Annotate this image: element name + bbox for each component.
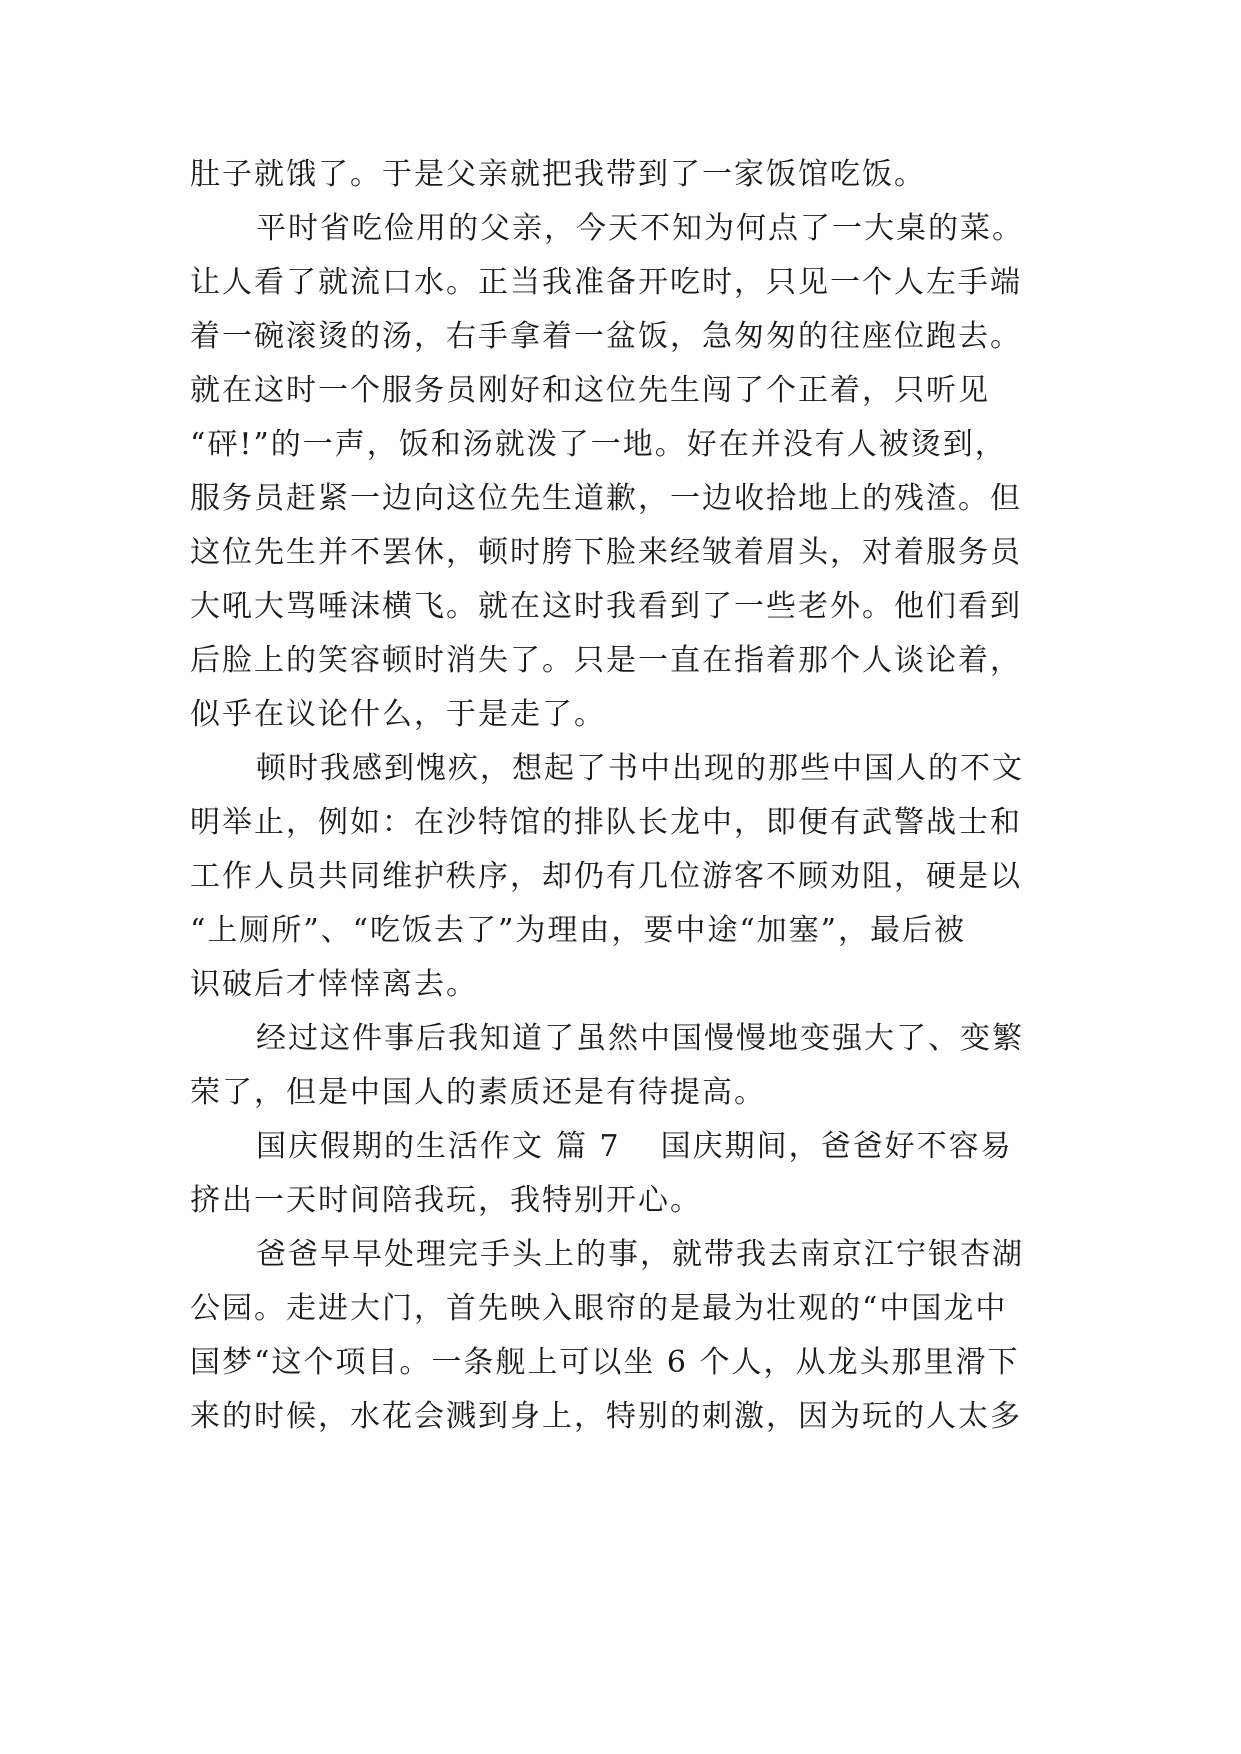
text-line: “上厕所”、“吃饭去了”为理由，要中途“加塞”，最后被 (190, 913, 967, 948)
text-line: 服务员赶紧一边向这位先生道歉，一边收拾地上的残渣。但 (190, 481, 1022, 516)
essay-heading-line (256, 1127, 1060, 1167)
text-line: 来的时候，水花会溅到身上，特别的刺激，因为玩的人太多 (190, 1399, 1022, 1434)
text-line: 就在这时一个服务员刚好和这位先生闯了个正着，只听见 (190, 373, 990, 408)
text-line: 明举止，例如：在沙特馆的排队长龙中，即便有武警战士和 (190, 805, 1022, 840)
text-line: 大吼大骂唾沫横飞。就在这时我看到了一些老外。他们看到 (190, 589, 1022, 624)
text-line: 肚子就饿了。于是父亲就把我带到了一家饭馆吃饭。 (190, 157, 926, 192)
text-line: 识破后才悻悻离去。 (190, 967, 478, 1002)
text-line: 经过这件事后我知道了虽然中国慢慢地变强大了、变繁 (256, 1021, 1024, 1056)
text-line: 似乎在议论什么，于是走了。 (190, 697, 606, 732)
text-line: 平时省吃俭用的父亲，今天不知为何点了一大桌的菜。 (256, 211, 1024, 246)
text-line: 国梦“这个项目。一条舰上可以坐 6 个人，从龙头那里滑下 (190, 1345, 1020, 1380)
text-line: 爸爸早早处理完手头上的事，就带我去南京江宁银杏湖 (256, 1237, 1024, 1272)
essay-title: 国庆假期的生活作文 (256, 1129, 544, 1164)
text-line: 荣了，但是中国人的素质还是有待提高。 (190, 1075, 766, 1110)
text-line: 着一碗滚烫的汤，右手拿着一盆饭，急匆匆的往座位跑去。 (190, 319, 1022, 354)
text-line: 公园。走进大门，首先映入眼帘的是最为壮观的“中国龙中 (190, 1291, 1008, 1326)
text-line: 工作人员共同维护秩序，却仍有几位游客不顾劝阻，硬是以 (190, 859, 1022, 894)
text-line: “砰!”的一声，饭和汤就泼了一地。好在并没有人被烫到， (190, 427, 1007, 462)
text-line: 后脸上的笑容顿时消失了。只是一直在指着那个人谈论着， (190, 643, 1022, 678)
essay-number: 篇 7 (556, 1129, 621, 1164)
essay-opening: 国庆期间，爸爸好不容易 (660, 1129, 1013, 1164)
text-line: 让人看了就流口水。正当我准备开吃时，只见一个人左手端 (190, 265, 1022, 300)
text-line: 这位先生并不罢休，顿时胯下脸来经皱着眉头，对着服务员 (190, 535, 1022, 570)
text-line: 挤出一天时间陪我玩，我特别开心。 (190, 1183, 702, 1218)
text-line: 顿时我感到愧疚，想起了书中出现的那些中国人的不文 (256, 751, 1024, 786)
